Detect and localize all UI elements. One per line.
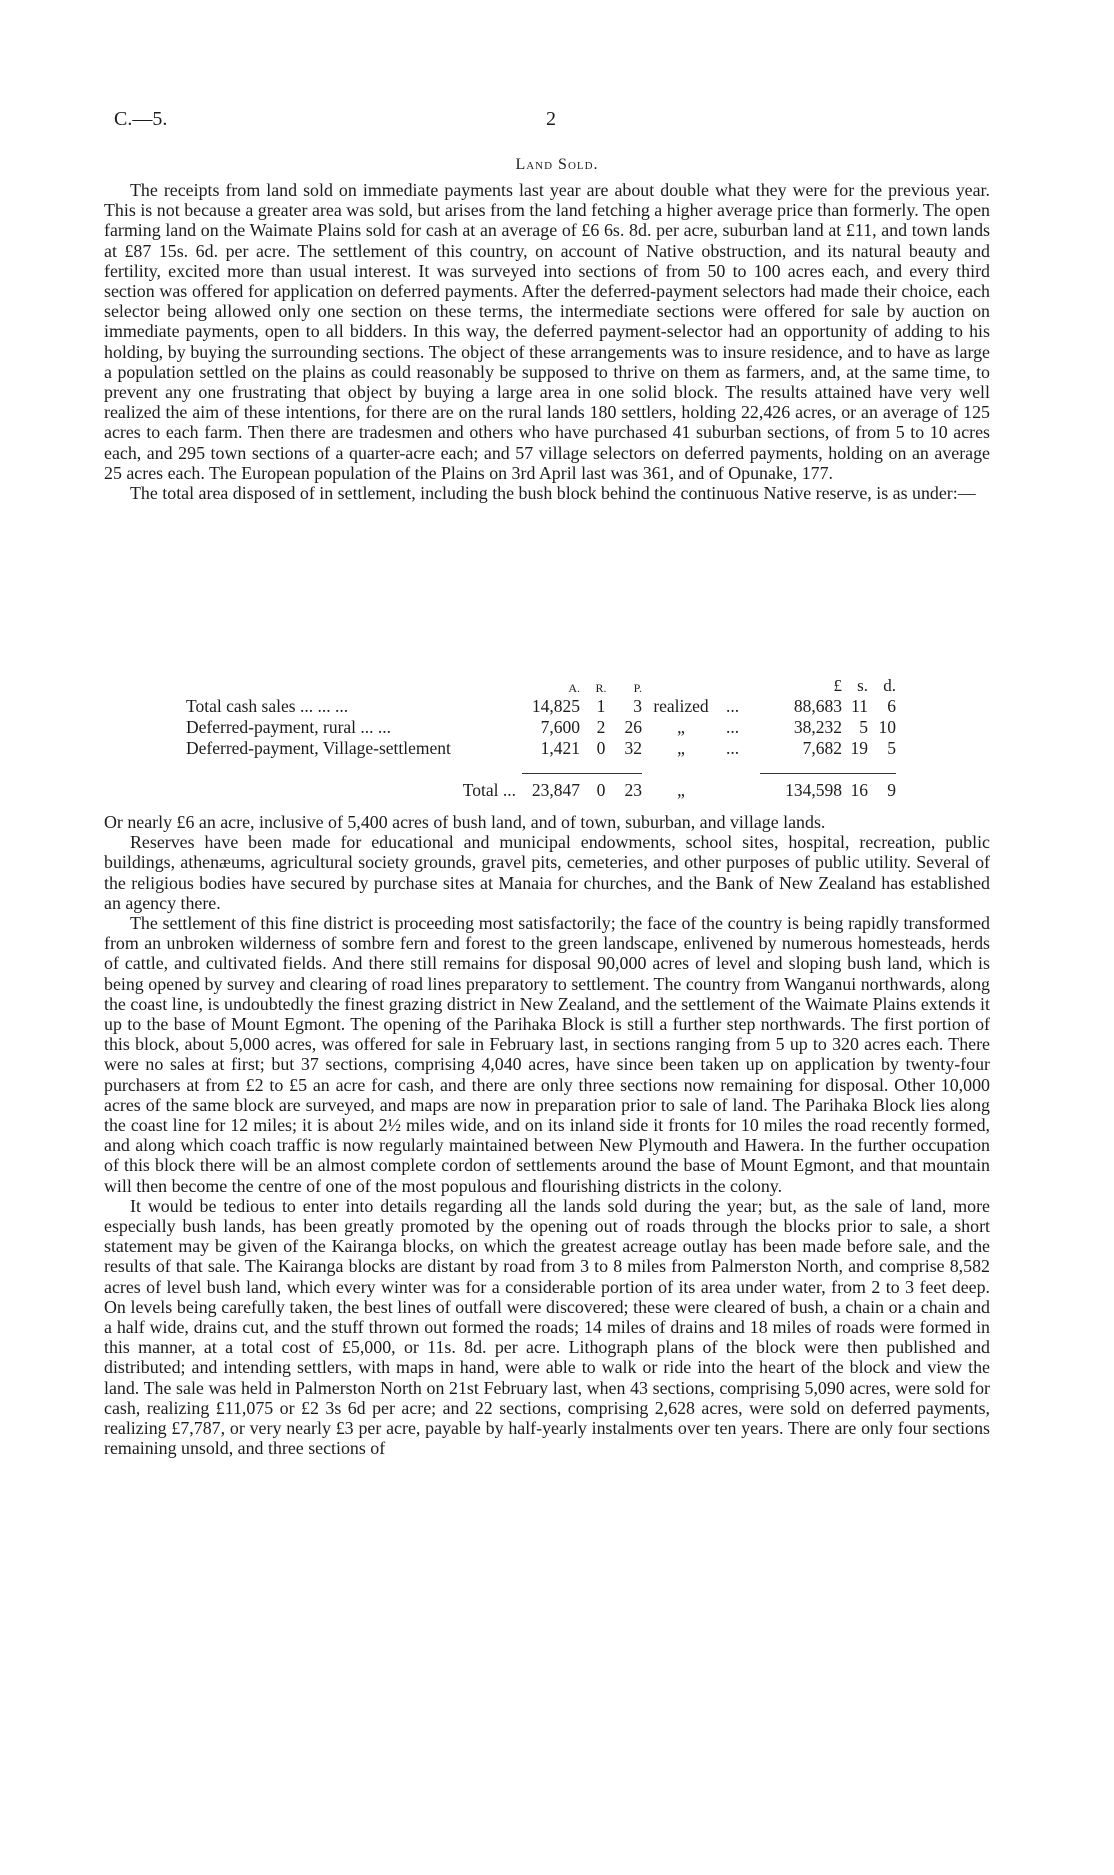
pounds-cell: 7,682 [802, 738, 842, 758]
header-pounds: £ [833, 676, 842, 695]
paragraph: The settlement of this fine district is proceeding most satisfactorily; the face of the country is being rapidly transformed from an unbroken wilderness of sombre fern and forest to the green landscape, enlivened by numerous homesteads, herds of cattle, and cultivated fields. And there still remains for disposal 90,000 acres of level and sloping bush land, which is being opened by survey and clearing of road lines preparatory to settlement. The country from Wanganui northwards, along the coast line, is undoubtedly the finest grazing district in New Zealand, and the settlement of the Waimate Plains extends it up to the base of Mount Egmont. The opening of the Parihaka Block is still a further step northwards. The first portion of this block, about 5,000 acres, was offered for sale in February last, in sections ranging from 5 up to 320 acres each. There were no sales at first; but 37 sections, comprising 4,040 acres, have since been taken up on application by twenty-four purchasers at from £2 to £5 an acre for cash, and there are only three sections now remaining for disposal. Other 10,000 acres of the same block are surveyed, and maps are now in preparation prior to sale of land. The Parihaka Block lies along the coast line for 12 miles; it is about 2½ miles wide, and on its inland side it fronts for 10 miles the road recently formed, and along which coach traffic is now regularly maintained between New Plymouth and Hawera. In the further occupation of this block there will be an almost complete cordon of settlements around the base of Mount Egmont, and that mountain will then become the centre of one of the most populous and flourishing districts in the colony. [104, 913, 990, 1196]
total-label: Total ... [462, 779, 516, 800]
land-disposal-table [186, 672, 896, 801]
section-title: Land Sold. [515, 156, 599, 173]
perches-cell: 3 [633, 696, 642, 716]
acres-cell: 7,600 [540, 717, 580, 737]
shillings-cell: 5 [859, 717, 868, 737]
document-reference: C.—5. [114, 108, 168, 130]
table-row [186, 738, 896, 759]
total-status: „ [677, 779, 685, 800]
pence-cell: 6 [887, 696, 896, 716]
text-block-before-table [104, 180, 990, 503]
status-cell: realized [653, 696, 709, 716]
header-acres: A. [568, 681, 580, 695]
leader-dots: ... [726, 738, 740, 758]
table-spacer [186, 759, 896, 774]
row-label: Deferred-payment, rural ... ... [186, 717, 392, 737]
page-number: 2 [546, 108, 556, 130]
header-perches: P. [633, 681, 642, 695]
pence-cell: 5 [887, 738, 896, 758]
shillings-cell: 19 [850, 738, 868, 758]
total-perches: 23 [612, 774, 642, 802]
acres-cell: 1,421 [540, 738, 580, 758]
pence-cell: 10 [878, 717, 896, 737]
table-header-row [186, 672, 896, 696]
header-roods: R. [595, 681, 607, 695]
perches-cell: 32 [624, 738, 642, 758]
roods-cell: 1 [596, 696, 606, 716]
pounds-cell: 38,232 [793, 717, 842, 737]
total-shillings: 16 [842, 774, 868, 802]
row-label: Deferred-payment, Village-settlement [186, 738, 451, 758]
text-block-after-table [104, 812, 990, 1459]
status-cell: „ [677, 717, 685, 737]
table-total-row [186, 774, 896, 802]
total-roods: 0 [590, 774, 612, 802]
total-pence: 9 [868, 774, 896, 802]
paragraph: The receipts from land sold on immediate payments last year are about double what they were for the previous year. This is not because a greater area was sold, but arises from the land fetching a higher average price than formerly. The open farming land on the Waimate Plains sold for cash at an average of £6 6s. 8d. per acre, suburban land at £11, and town lands at £87 15s. 6d. per acre. The settlement of this country, on account of Native obstruction, and its natural beauty and fertility, excited more than usual interest. It was surveyed into sections of from 50 to 100 acres each, and every third section was offered for application on deferred payments. After the deferred-payment selectors had made their choice, each selector being allowed only one section on these terms, the intermediate sections were offered for sale by auction on immediate payments, open to all bidders. In this way, the deferred payment-selector had an opportunity of adding to his holding, by buying the surrounding sections. The object of these arrangements was to insure residence, and to have as large a population settled on the plains as could reasonably be supposed to thrive on them as farmers, and, at the same time, to prevent any one frustrating that object by buying a large area in one solid block. The results attained have very well realized the aim of these intentions, for there are on the rural lands 180 settlers, holding 22,426 acres, or an average of 125 acres to each farm. Then there are tradesmen and others who have purchased 41 suburban sections, of from 5 to 10 acres each, and 295 town sections of a quarter-acre each; and 57 village selectors on deferred payments, holding on an average 25 acres each. The European population of the Plains on 3rd April last was 361, and of Opunake, 177. [104, 180, 990, 483]
table-row [186, 696, 896, 717]
total-acres: 23,847 [522, 774, 590, 802]
paragraph: Or nearly £6 an acre, inclusive of 5,400 acres of bush land, and of town, suburban, and village lands. [104, 812, 826, 832]
table-row [186, 717, 896, 738]
acres-cell: 14,825 [531, 696, 580, 716]
shillings-cell: 11 [851, 696, 868, 716]
pounds-cell: 88,683 [793, 696, 842, 716]
leader-dots: ... [726, 717, 740, 737]
roods-cell: 2 [596, 717, 606, 737]
paragraph: It would be tedious to enter into details regarding all the lands sold during the year; but, as the sale of land, more especially bush lands, has been greatly promoted by the opening out of roads through the blocks prior to sale, a short statement may be given of the Kairanga blocks, on which the greatest acreage outlay has been made before sale, and the results of that sale. The Kairanga blocks are distant by road from 3 to 8 miles from Palmerston North, and comprise 8,582 acres of level bush land, which every winter was for a considerable portion of its area under water, from 2 to 3 feet deep. On levels being carefully taken, the best lines of outfall were discovered; these were cleared of bush, a chain or a chain and a half wide, drains cut, and the stuff thrown out formed the roads; 14 miles of drains and 18 miles of roads were formed in this manner, at a total cost of £5,000, or 11s. 8d. per acre. Lithograph plans of the block were then published and distributed; and intending settlers, with maps in hand, were able to walk or ride into the heart of the block and view the land. The sale was held in Palmerston North on 21st February last, when 43 sections, comprising 5,090 acres, were sold for cash, realizing £11,075 or £2 3s 6d per acre; and 22 sections, comprising 2,628 acres, were sold on deferred payments, realizing £7,787, or very nearly £3 per acre, payable by half-yearly instalments over ten years. There are only four sections remaining unsold, and three sections of [104, 1195, 990, 1459]
roods-cell: 0 [596, 738, 606, 758]
paragraph: Reserves have been made for educational and municipal endowments, school sites, hospital, recreation, public buildings, athenæums, agricultural society grounds, gravel pits, cemeteries, and other purposes of public utility. Several of the religious bodies have secured by purchase sites at Manaia for churches, and the Bank of New Zealand has established an agency there. [104, 832, 990, 913]
header-pence: d. [883, 676, 896, 695]
header-shillings: s. [857, 676, 868, 695]
leader-dots: ... [726, 696, 740, 716]
total-pounds: 134,598 [760, 774, 842, 802]
perches-cell: 26 [624, 717, 642, 737]
paragraph: The total area disposed of in settlement, including the bush block behind the continuous Native reserve, is as under:— [130, 483, 976, 504]
row-label: Total cash sales ... ... ... [186, 696, 349, 716]
status-cell: „ [677, 738, 685, 758]
